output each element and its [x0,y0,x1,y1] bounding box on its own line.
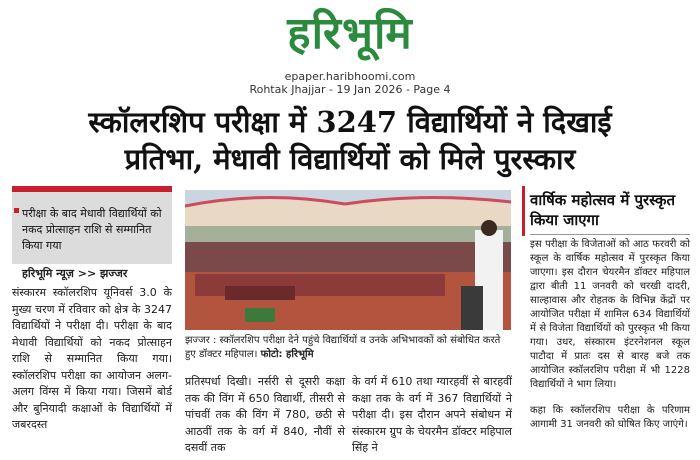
epaper-url: epaper.haribhoomi.com [284,70,416,83]
article-column-3: के वर्ग में 610 तथा ग्यारहवीं से बारहवीं कक्षा तक के वर्ग में 367 विद्यार्थियों ने परीक्षा दी। इस दौरान अपने संबोधन में संस्कारम ग्रुप के चेयरमैन डॉक्टर महिपाल सिंह ने [352,375,512,454]
edition-info: Rohtak Jhajjar - 19 Jan 2026 - Page 4 [249,83,451,96]
sidebar-divider [530,234,690,235]
photo-credit: फोटो: हरिभूमि [260,349,314,360]
event-photo-illustration [185,190,511,330]
photo-caption [185,334,511,362]
masthead-logo: हरिभूमि [287,8,413,59]
sidebar-heading: वार्षिक महोत्सव में पुरस्कृत किया जाएगा [530,191,676,229]
highlight-text: परीक्षा के बाद मेधावी विद्यार्थियों को नकद प्रोत्साहन राशि से सम्मानित किया गया [22,207,162,252]
byline: हरिभूमि न्यूज़ >> झज्जर [22,267,128,280]
headline-line-2: प्रतिभा, मेधावी विद्यार्थियों को मिले पुरस्कार [124,142,576,176]
event-photo [185,190,511,330]
article-column-5: कहा कि स्कॉलरशिप परीक्षा के परिणाम आगामी 31 जनवरी को घोषित किए जाएंगे। [530,405,690,430]
photo-caption-text: झज्जर : स्कॉलरशिप परीक्षा देने पहुंचे विद्यार्थियों व उनके अभिभावकों को संबोधित करते हुए डॉक्टर महिपाल। [185,335,501,360]
article-column-4: इस परीक्षा के विजेताओं को आठ फरवरी को स्कूल के वार्षिक महोत्सव में पुरस्कृत किया जाएगा। इस दौरान चेयरमैन डॉक्टर महिपाल द्वारा बीती 11 जनवरी को चरखी दादरी, साल्हावास और रोहतक के विभिन्न केंद्रों पर आयोजित परीक्षा में शामिल 634 विद्यार्थियों में से विजेता विद्यार्थियों को पुरस्कृत भी किया गया। उधर, संस्कारम इंटरनेशनल स्कूल पाटौदा में प्रातः दस से बारह बजे तक आयोजित स्कॉलरशिप परीक्षा में भी 1228 विद्यार्थियों ने भाग लिया। [530,239,690,390]
bullet-square-icon [14,208,19,213]
article-column-2: प्रतिस्पर्धा दिखी। नर्सरी से दूसरी कक्षा तक की विंग में 650 विद्यार्थी, तीसरी से पांचवीं तक की विंग में 780, छठी से आठवीं तक के वर्ग में 840, नौवीं से दसवीं तक [185,375,345,454]
article-column-1: संस्कारम स्कॉलरशिप यूनिवर्स 3.0 के मुख्य चरण में रविवार को क्षेत्र के 3247 विद्यार्थियों ने परीक्षा दी। परीक्षा के बाद मेधावी विद्यार्थियों को नकद प्रोत्साहन राशि से सम्मानित किया गया। स्कॉलरशिप परीक्षा का आयोजन अलग-अलग विंग्स में किया गया। जिसमें बोर्ड और बुनियादी कक्षाओं के विद्यार्थियों में जबरदस्त [12,286,172,431]
headline-line-1: स्कॉलरशिप परीक्षा में 3247 विद्यार्थियों ने दिखाई [88,105,612,139]
